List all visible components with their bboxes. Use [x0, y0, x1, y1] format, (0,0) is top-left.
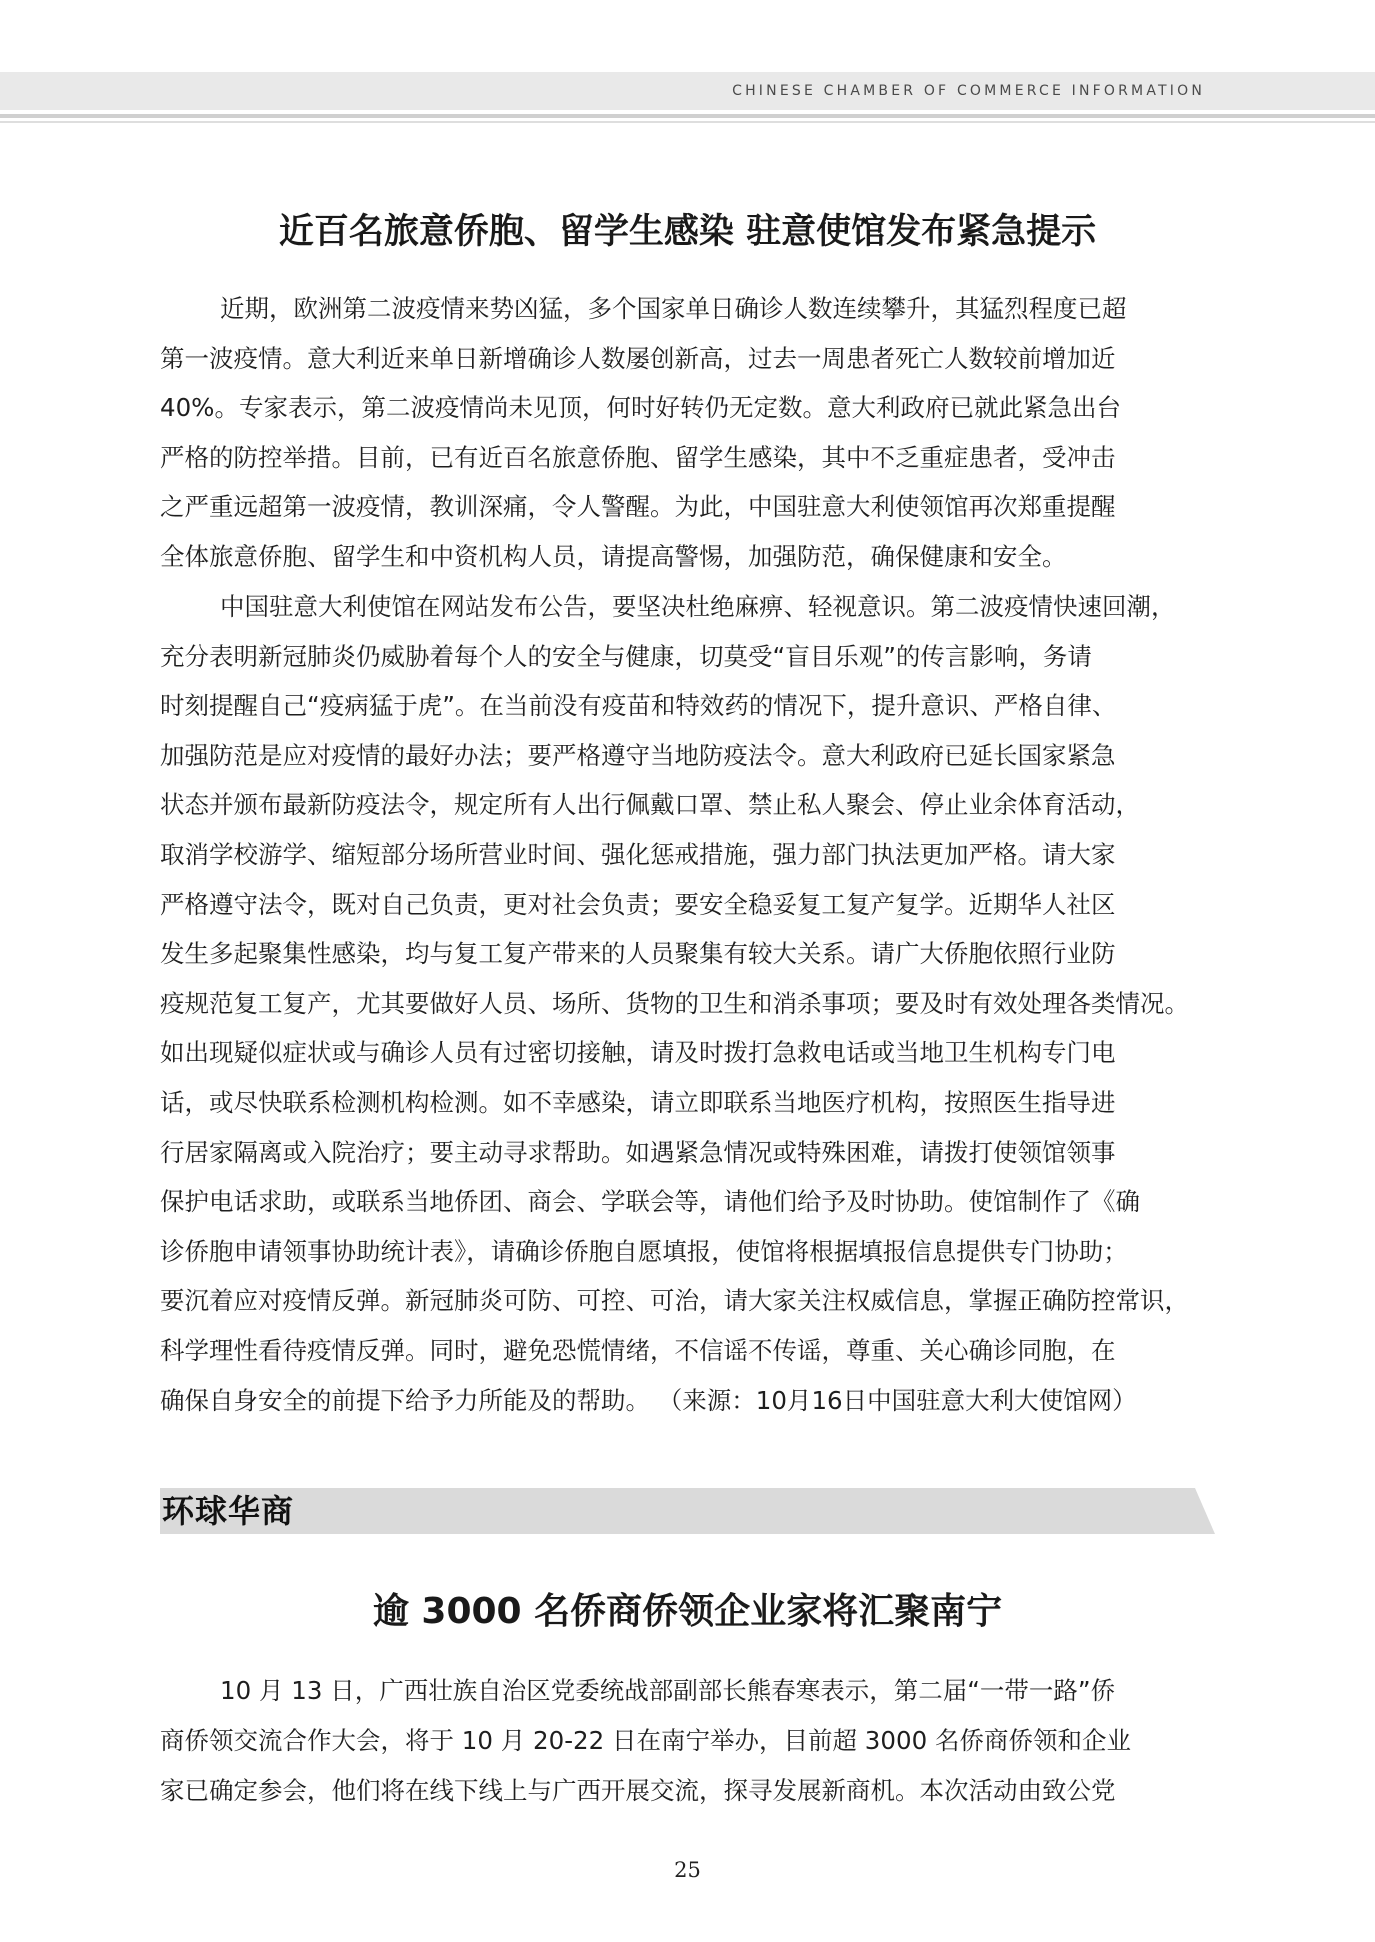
- section-banner: [160, 1488, 1215, 1534]
- text-line: 家已确定参会，他们将在线下线上与广西开展交流，探寻发展新商机。本次活动由致公党: [160, 1776, 1116, 1805]
- text-line: 保护电话求助，或联系当地侨团、商会、学联会等，请他们给予及时协助。使馆制作了《确: [160, 1187, 1140, 1217]
- page-number: 25: [674, 1858, 701, 1882]
- text-line: 40%。专家表示，第二波疫情尚未见顶，何时好转仍无定数。意大利政府已就此紧急出台: [160, 393, 1121, 423]
- text-line: 严格的防控举措。目前，已有近百名旅意侨胞、留学生感染，其中不乏重症患者，受冲击: [160, 442, 1116, 472]
- text-line: 疫规范复工复产，尤其要做好人员、场所、货物的卫生和消杀事项；要及时有效处理各类情况。: [160, 988, 1189, 1018]
- text-line: 发生多起聚集性感染，均与复工复产带来的人员聚集有较大关系。请广大侨胞依照行业防: [160, 939, 1116, 969]
- text-line: 取消学校游学、缩短部分场所营业时间、强化惩戒措施，强力部门执法更加严格。请大家: [160, 839, 1116, 869]
- text-line: 全体旅意侨胞、留学生和中资机构人员，请提高警惕，加强防范，确保健康和安全。: [160, 541, 1067, 571]
- header-rule-thin: [0, 121, 1375, 123]
- text-line: 时刻提醒自己“疫病猛于虎”。在当前没有疫苗和特效药的情况下，提升意识、严格自律、: [160, 691, 1117, 721]
- header-rule: [0, 114, 1375, 118]
- running-header: CHINESE CHAMBER OF COMMERCE INFORMATION: [732, 83, 1205, 99]
- text-line: 10 月 13 日，广西壮族自治区党委统战部副部长熊春寒表示，第二届“一带一路”侨: [220, 1676, 1116, 1705]
- article-title: 近百名旅意侨胞、留学生感染 驻意使馆发布紧急提示: [278, 212, 1097, 252]
- text-line: 之严重远超第一波疫情，教训深痛，令人警醒。为此，中国驻意大利使领馆再次郑重提醒: [160, 492, 1116, 522]
- text-line: 行居家隔离或入院治疗；要主动寻求帮助。如遇紧急情况或特殊困难，请拨打使领馆领事: [160, 1137, 1116, 1167]
- text-line: 近期，欧洲第二波疫情来势凶猛，多个国家单日确诊人数连续攀升，其猛烈程度已超: [220, 294, 1127, 323]
- text-line: 科学理性看待疫情反弹。同时，避免恐慌情绪，不信谣不传谣，尊重、关心确诊同胞，在: [160, 1335, 1116, 1365]
- article-paragraph-1: [160, 284, 1215, 582]
- text-line: 要沉着应对疫情反弹。新冠肺炎可防、可控、可治，请大家关注权威信息，掌握正确防控常识，: [160, 1286, 1189, 1316]
- text-line: 话，或尽快联系检测机构检测。如不幸感染，请立即联系当地医疗机构，按照医生指导进: [160, 1087, 1116, 1117]
- text-line: 第一波疫情。意大利近来单日新增确诊人数屡创新高，过去一周患者死亡人数较前增加近: [160, 343, 1116, 373]
- article2-paragraph: [160, 1666, 1215, 1816]
- text-line: 充分表明新冠肺炎仍威胁着每个人的安全与健康，切莫受“盲目乐观”的传言影响，务请: [160, 641, 1092, 671]
- text-line: 严格遵守法令，既对自己负责，更对社会负责；要安全稳妥复工复产复学。近期华人社区: [160, 889, 1116, 919]
- text-line: 确保自身安全的前提下给予力所能及的帮助。 （来源：10月16日中国驻意大利大使馆网）: [160, 1385, 1137, 1415]
- text-line: 商侨领交流合作大会，将于 10 月 20-22 日在南宁举办，目前超 3000 名侨商侨领和企业: [160, 1726, 1131, 1755]
- section-title: 环球华商: [162, 1492, 295, 1530]
- text-line: 如出现疑似症状或与确诊人员有过密切接触，请及时拨打急救电话或当地卫生机构专门电: [160, 1038, 1116, 1068]
- text-line: 加强防范是应对疫情的最好办法；要严格遵守当地防疫法令。意大利政府已延长国家紧急: [160, 740, 1116, 770]
- text-line: 诊侨胞申请领事协助统计表》，请确诊侨胞自愿填报，使馆将根据填报信息提供专门协助；: [160, 1236, 1128, 1266]
- article-paragraph-2: [160, 582, 1215, 1425]
- article-title-2: 逾 3000 名侨商侨领企业家将汇聚南宁: [372, 1591, 1003, 1632]
- text-line: 状态并颁布最新防疫法令，规定所有人出行佩戴口罩、禁止私人聚会、停止业余体育活动，: [160, 790, 1140, 820]
- text-line: 中国驻意大利使馆在网站发布公告，要坚决杜绝麻痹、轻视意识。第二波疫情快速回潮，: [220, 592, 1176, 621]
